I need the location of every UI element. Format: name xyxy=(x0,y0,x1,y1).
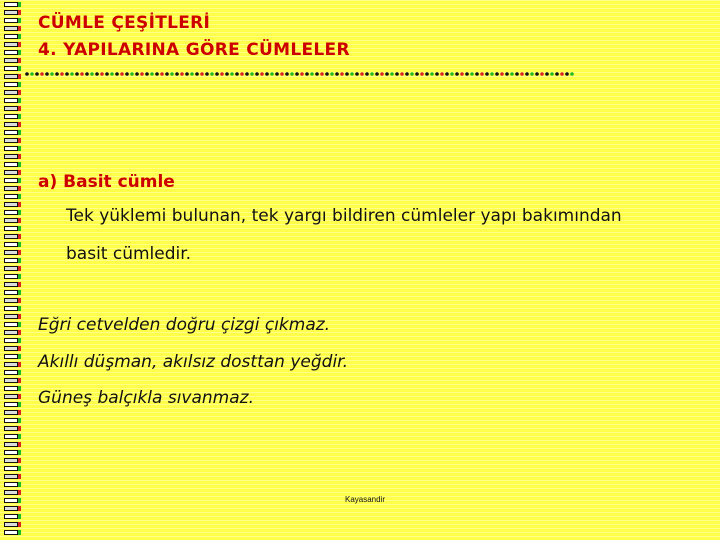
border-accent xyxy=(18,218,21,223)
border-accent xyxy=(18,282,21,287)
divider-dot xyxy=(230,72,234,76)
border-segment xyxy=(4,114,18,119)
border-accent xyxy=(18,66,21,71)
border-accent xyxy=(18,290,21,295)
divider-dot xyxy=(155,72,159,76)
border-accent xyxy=(18,522,21,527)
divider-dot xyxy=(185,72,189,76)
border-segment xyxy=(4,178,18,183)
border-segment xyxy=(4,362,18,367)
divider-dot xyxy=(55,72,59,76)
divider-dot xyxy=(100,72,104,76)
divider-dot xyxy=(225,72,229,76)
border-accent xyxy=(18,386,21,391)
border-segment xyxy=(4,402,18,407)
border-accent xyxy=(18,458,21,463)
border-segment xyxy=(4,98,18,103)
border-accent xyxy=(18,178,21,183)
divider-dot xyxy=(90,72,94,76)
border-accent xyxy=(18,234,21,239)
border-accent xyxy=(18,338,21,343)
border-accent xyxy=(18,418,21,423)
border-segment xyxy=(4,50,18,55)
divider-dot xyxy=(150,72,154,76)
border-accent xyxy=(18,10,21,15)
border-accent xyxy=(18,42,21,47)
section-heading: a) Basit cümle xyxy=(38,172,175,192)
divider-dot xyxy=(130,72,134,76)
divider-dot xyxy=(85,72,89,76)
border-accent xyxy=(18,122,21,127)
divider-dot xyxy=(75,72,79,76)
border-accent xyxy=(18,330,21,335)
border-segment xyxy=(4,242,18,247)
divider-dot xyxy=(560,72,564,76)
divider-dot xyxy=(325,72,329,76)
divider-dot xyxy=(295,72,299,76)
divider-dot xyxy=(565,72,569,76)
divider-dot xyxy=(190,72,194,76)
divider-dot xyxy=(255,72,259,76)
divider-dot xyxy=(400,72,404,76)
divider-dot xyxy=(430,72,434,76)
divider-dot xyxy=(245,72,249,76)
divider-dot xyxy=(420,72,424,76)
divider-dot xyxy=(305,72,309,76)
divider-dot xyxy=(520,72,524,76)
border-accent xyxy=(18,250,21,255)
border-segment xyxy=(4,442,18,447)
divider-dot xyxy=(210,72,214,76)
border-accent xyxy=(18,354,21,359)
border-segment xyxy=(4,322,18,327)
border-accent xyxy=(18,314,21,319)
border-segment xyxy=(4,506,18,511)
divider-dot xyxy=(265,72,269,76)
divider-dot xyxy=(415,72,419,76)
border-segment xyxy=(4,466,18,471)
divider-dot xyxy=(455,72,459,76)
border-accent xyxy=(18,474,21,479)
border-accent xyxy=(18,194,21,199)
divider-dot xyxy=(395,72,399,76)
border-accent xyxy=(18,242,21,247)
divider-dot xyxy=(535,72,539,76)
divider-dot xyxy=(465,72,469,76)
border-segment xyxy=(4,34,18,39)
divider-dot xyxy=(495,72,499,76)
footer-credit: Kayasandir xyxy=(344,495,386,504)
border-segment xyxy=(4,482,18,487)
divider-dot xyxy=(530,72,534,76)
border-segment xyxy=(4,138,18,143)
border-segment xyxy=(4,378,18,383)
border-accent xyxy=(18,162,21,167)
divider-dot xyxy=(170,72,174,76)
divider-dot xyxy=(70,72,74,76)
divider-dot xyxy=(555,72,559,76)
border-accent xyxy=(18,402,21,407)
decorative-left-border xyxy=(0,0,22,540)
border-accent xyxy=(18,322,21,327)
border-accent xyxy=(18,2,21,7)
divider-dot xyxy=(275,72,279,76)
divider-dot xyxy=(135,72,139,76)
divider-dot xyxy=(30,72,34,76)
border-segment xyxy=(4,170,18,175)
divider-dot xyxy=(470,72,474,76)
border-accent xyxy=(18,202,21,207)
divider-dot xyxy=(180,72,184,76)
example-sentence: Eğri cetvelden doğru çizgi çıkmaz. xyxy=(38,315,331,335)
divider-dot xyxy=(425,72,429,76)
border-accent xyxy=(18,346,21,351)
divider-dot xyxy=(45,72,49,76)
divider-dot xyxy=(510,72,514,76)
border-segment xyxy=(4,474,18,479)
border-segment xyxy=(4,146,18,151)
divider-dot xyxy=(350,72,354,76)
divider-dot xyxy=(445,72,449,76)
border-segment xyxy=(4,74,18,79)
divider-dot xyxy=(410,72,414,76)
divider-dot xyxy=(175,72,179,76)
border-accent xyxy=(18,426,21,431)
divider-dot xyxy=(160,72,164,76)
divider-dot xyxy=(335,72,339,76)
border-segment xyxy=(4,210,18,215)
divider-dot xyxy=(310,72,314,76)
divider-dot xyxy=(165,72,169,76)
divider-dot xyxy=(460,72,464,76)
divider-dot xyxy=(315,72,319,76)
border-accent xyxy=(18,370,21,375)
divider-dot xyxy=(140,72,144,76)
divider-dot xyxy=(280,72,284,76)
border-accent xyxy=(18,34,21,39)
divider-dot xyxy=(365,72,369,76)
border-segment xyxy=(4,218,18,223)
divider-dot xyxy=(490,72,494,76)
border-segment xyxy=(4,290,18,295)
border-segment xyxy=(4,458,18,463)
divider-dot xyxy=(145,72,149,76)
border-accent xyxy=(18,82,21,87)
divider-dot xyxy=(545,72,549,76)
border-accent xyxy=(18,362,21,367)
border-accent xyxy=(18,378,21,383)
divider-dot xyxy=(330,72,334,76)
border-accent xyxy=(18,442,21,447)
border-segment xyxy=(4,450,18,455)
border-segment xyxy=(4,42,18,47)
border-segment xyxy=(4,10,18,15)
border-segment xyxy=(4,282,18,287)
border-accent xyxy=(18,26,21,31)
border-segment xyxy=(4,410,18,415)
border-accent xyxy=(18,50,21,55)
divider-dot xyxy=(125,72,129,76)
border-accent xyxy=(18,74,21,79)
definition-line-1: Tek yüklemi bulunan, tek yargı bildiren cümleler yapı bakımından xyxy=(66,206,622,226)
divider-dot xyxy=(540,72,544,76)
border-accent xyxy=(18,58,21,63)
slide-title: CÜMLE ÇEŞİTLERİ xyxy=(38,13,211,33)
divider-dot xyxy=(360,72,364,76)
example-sentence: Akıllı düşman, akılsız dosttan yeğdir. xyxy=(38,352,349,372)
border-accent xyxy=(18,210,21,215)
divider-dot xyxy=(500,72,504,76)
divider-dot xyxy=(60,72,64,76)
border-accent xyxy=(18,514,21,519)
slide-subtitle: 4. YAPILARINA GÖRE CÜMLELER xyxy=(38,40,350,60)
border-segment xyxy=(4,66,18,71)
border-segment xyxy=(4,434,18,439)
divider-dot xyxy=(195,72,199,76)
border-segment xyxy=(4,122,18,127)
divider-dot xyxy=(550,72,554,76)
divider-dot xyxy=(115,72,119,76)
divider-dot xyxy=(480,72,484,76)
border-segment xyxy=(4,82,18,87)
border-segment xyxy=(4,202,18,207)
border-segment xyxy=(4,258,18,263)
divider-dot xyxy=(405,72,409,76)
border-segment xyxy=(4,386,18,391)
divider-dot xyxy=(120,72,124,76)
border-segment xyxy=(4,274,18,279)
divider-dot xyxy=(205,72,209,76)
border-accent xyxy=(18,170,21,175)
divider-dot xyxy=(320,72,324,76)
divider-dot xyxy=(110,72,114,76)
divider-dot xyxy=(35,72,39,76)
border-accent xyxy=(18,146,21,151)
divider-dot xyxy=(260,72,264,76)
border-segment xyxy=(4,418,18,423)
example-sentence: Güneş balçıkla sıvanmaz. xyxy=(38,388,254,408)
border-accent xyxy=(18,138,21,143)
border-accent xyxy=(18,90,21,95)
divider-dot xyxy=(240,72,244,76)
border-segment xyxy=(4,394,18,399)
border-segment xyxy=(4,162,18,167)
divider-dot xyxy=(215,72,219,76)
border-segment xyxy=(4,426,18,431)
divider-dot xyxy=(345,72,349,76)
border-segment xyxy=(4,226,18,231)
divider-dot xyxy=(390,72,394,76)
border-accent xyxy=(18,530,21,535)
divider-dot xyxy=(105,72,109,76)
border-segment xyxy=(4,314,18,319)
divider-dot xyxy=(80,72,84,76)
divider-dot xyxy=(505,72,509,76)
border-accent xyxy=(18,306,21,311)
border-segment xyxy=(4,354,18,359)
border-segment xyxy=(4,514,18,519)
border-accent xyxy=(18,434,21,439)
divider-dot xyxy=(340,72,344,76)
divider-dot xyxy=(440,72,444,76)
border-segment xyxy=(4,370,18,375)
border-accent xyxy=(18,186,21,191)
border-segment xyxy=(4,194,18,199)
border-segment xyxy=(4,2,18,7)
divider-dot xyxy=(475,72,479,76)
border-segment xyxy=(4,250,18,255)
border-accent xyxy=(18,394,21,399)
border-accent xyxy=(18,258,21,263)
border-segment xyxy=(4,130,18,135)
border-accent xyxy=(18,266,21,271)
border-segment xyxy=(4,298,18,303)
divider-dot xyxy=(270,72,274,76)
border-accent xyxy=(18,106,21,111)
divider-dot xyxy=(40,72,44,76)
divider-dot xyxy=(95,72,99,76)
border-segment xyxy=(4,530,18,535)
border-segment xyxy=(4,58,18,63)
divider-dot xyxy=(250,72,254,76)
border-segment xyxy=(4,338,18,343)
border-accent xyxy=(18,98,21,103)
divider-dot xyxy=(525,72,529,76)
border-segment xyxy=(4,266,18,271)
border-accent xyxy=(18,450,21,455)
definition-line-2: basit cümledir. xyxy=(66,244,192,264)
border-segment xyxy=(4,18,18,23)
border-accent xyxy=(18,274,21,279)
border-accent xyxy=(18,18,21,23)
border-segment xyxy=(4,186,18,191)
divider-dot xyxy=(380,72,384,76)
divider-dot xyxy=(450,72,454,76)
divider-dot xyxy=(370,72,374,76)
border-segment xyxy=(4,106,18,111)
border-segment xyxy=(4,330,18,335)
border-segment xyxy=(4,154,18,159)
border-accent xyxy=(18,154,21,159)
divider-dot xyxy=(300,72,304,76)
border-segment xyxy=(4,522,18,527)
divider-dot xyxy=(515,72,519,76)
border-accent xyxy=(18,298,21,303)
divider-dot xyxy=(220,72,224,76)
border-accent xyxy=(18,226,21,231)
divider-dot xyxy=(435,72,439,76)
border-accent xyxy=(18,466,21,471)
border-segment xyxy=(4,26,18,31)
divider-dot xyxy=(50,72,54,76)
title-divider xyxy=(24,70,580,78)
border-accent xyxy=(18,410,21,415)
divider-dot xyxy=(570,72,574,76)
divider-dot xyxy=(25,72,29,76)
divider-dot xyxy=(385,72,389,76)
divider-dot xyxy=(200,72,204,76)
border-segment xyxy=(4,346,18,351)
divider-dot xyxy=(375,72,379,76)
divider-dot xyxy=(485,72,489,76)
border-segment xyxy=(4,306,18,311)
divider-dot xyxy=(65,72,69,76)
border-accent xyxy=(18,482,21,487)
divider-dot xyxy=(285,72,289,76)
border-accent xyxy=(18,114,21,119)
divider-dot xyxy=(290,72,294,76)
divider-dot xyxy=(235,72,239,76)
border-accent xyxy=(18,506,21,511)
border-segment xyxy=(4,90,18,95)
divider-dot xyxy=(355,72,359,76)
border-accent xyxy=(18,130,21,135)
border-segment xyxy=(4,234,18,239)
